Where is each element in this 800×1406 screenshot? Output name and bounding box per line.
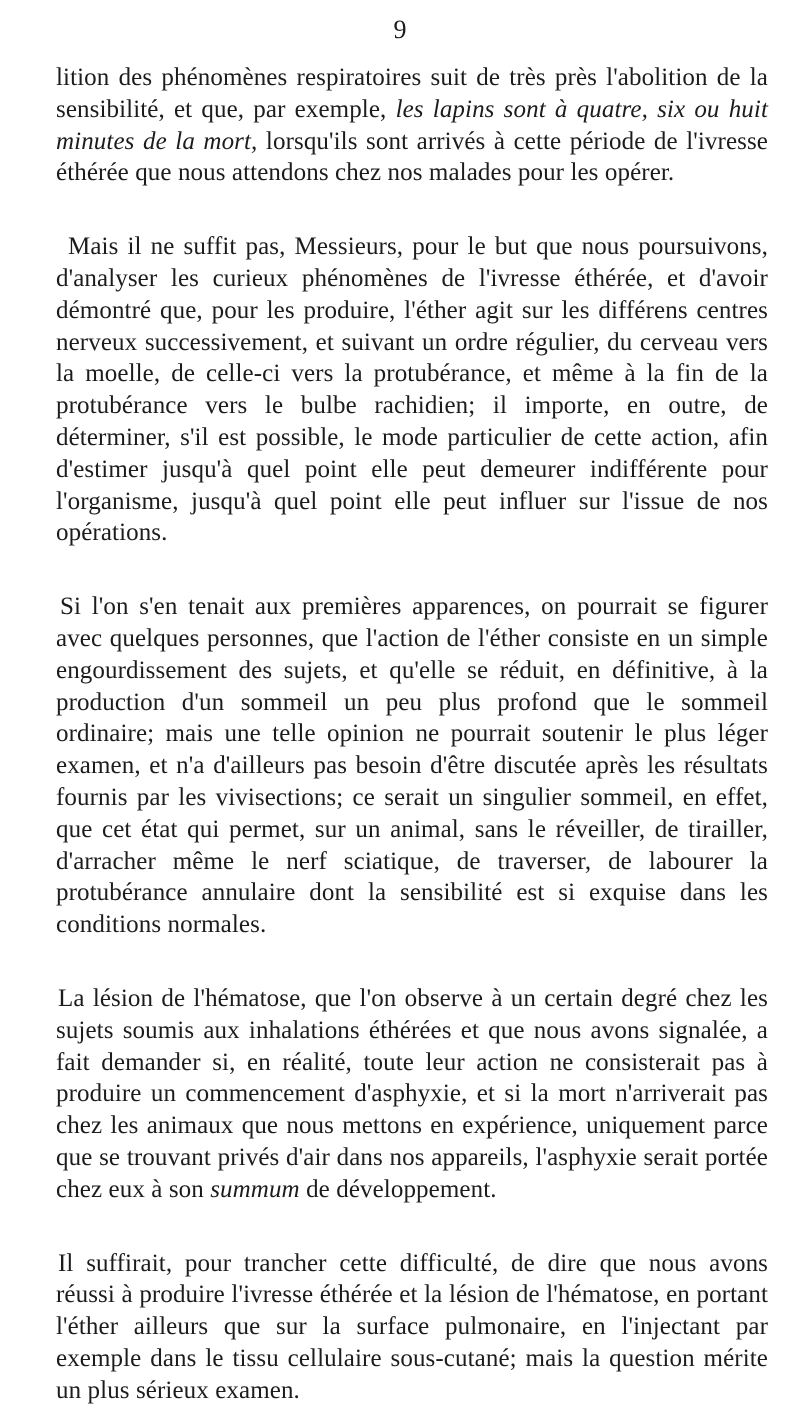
- text-run: lition des phénomènes respiratoires suit de très près l'abolition de la sensibilité, et que, par exemple,: [56, 64, 768, 123]
- text-run: lorsqu'ils sont arrivés à cette période de l'ivresse éthérée que nous attendons chez nos malades pour les opérer.: [56, 128, 768, 187]
- italic-run: summum: [210, 1176, 300, 1203]
- text-run: La lésion de l'hématose, que l'on observe à un certain degré chez les sujets soumis aux inhalations éthérées et que nous avons signalée, a fait demander si, en réalité, toute leur action ne consisterait pas à produire un commencement d'asphyxie, et si la mort n'arriverait pas chez les animaux que nous mettons en expérience, uniquement parce que se trouvant privés d'air dans nos appareils, l'asphyxie serait portée chez eux à son: [56, 985, 768, 1203]
- page-number: 9: [0, 14, 800, 46]
- paragraph-5: [56, 1248, 768, 1406]
- text-run: Mais il ne suffit pas, Messieurs, pour le but que nous poursuivons, d'analyser les curieux phénomènes de l'ivresse éthérée, et d'avoir démontré que, pour les produire, l'éther agit sur les différens centres nerveux successivement, et suivant un ordre régulier, du cerveau vers la moelle, de celle-ci vers la protubérance, et même à la fin de la protubérance vers le bulbe rachidien; il importe, en outre, de déterminer, s'il est possible, le mode particulier de cette action, afin d'estimer jusqu'à quel point elle peut demeurer indifférente pour l'organisme, jusqu'à quel point elle peut influer sur l'issue de nos opérations.: [56, 233, 768, 546]
- paragraph-1: [56, 62, 768, 189]
- paragraph-2: [56, 231, 768, 549]
- paragraph-3: [56, 591, 768, 941]
- text-body: [56, 62, 768, 1406]
- italic-run: les lapins sont à quatre, six ou huit minutes de la mort,: [56, 96, 768, 155]
- text-run: Si l'on s'en tenait aux premières apparences, on pourrait se figurer avec quelques personnes, que l'action de l'éther consiste en un simple engourdissement des sujets, et qu'elle se réduit, en définitive, à la production d'un sommeil un peu plus profond que le sommeil ordinaire; mais une telle opinion ne pourrait soutenir le plus léger examen, et n'a d'ailleurs pas besoin d'être discutée après les résultats fournis par les vivisections; ce serait un singulier sommeil, en effet, que cet état qui permet, sur un animal, sans le réveiller, de tirailler, d'arracher même le nerf sciatique, de traverser, de labourer la protubérance annulaire dont la sensibilité est si exquise dans les conditions normales.: [56, 593, 768, 938]
- paragraph-4: [56, 983, 768, 1206]
- text-run: Il suffirait, pour trancher cette difficulté, de dire que nous avons réussi à produire l'ivresse éthérée et la lésion de l'hématose, en portant l'éther ailleurs que sur la surface pulmonaire, en l'injectant par exemple dans le tissu cellulaire sous-cutané; mais la question mérite un plus sérieux examen.: [56, 1250, 768, 1404]
- text-run: de développement.: [300, 1176, 497, 1203]
